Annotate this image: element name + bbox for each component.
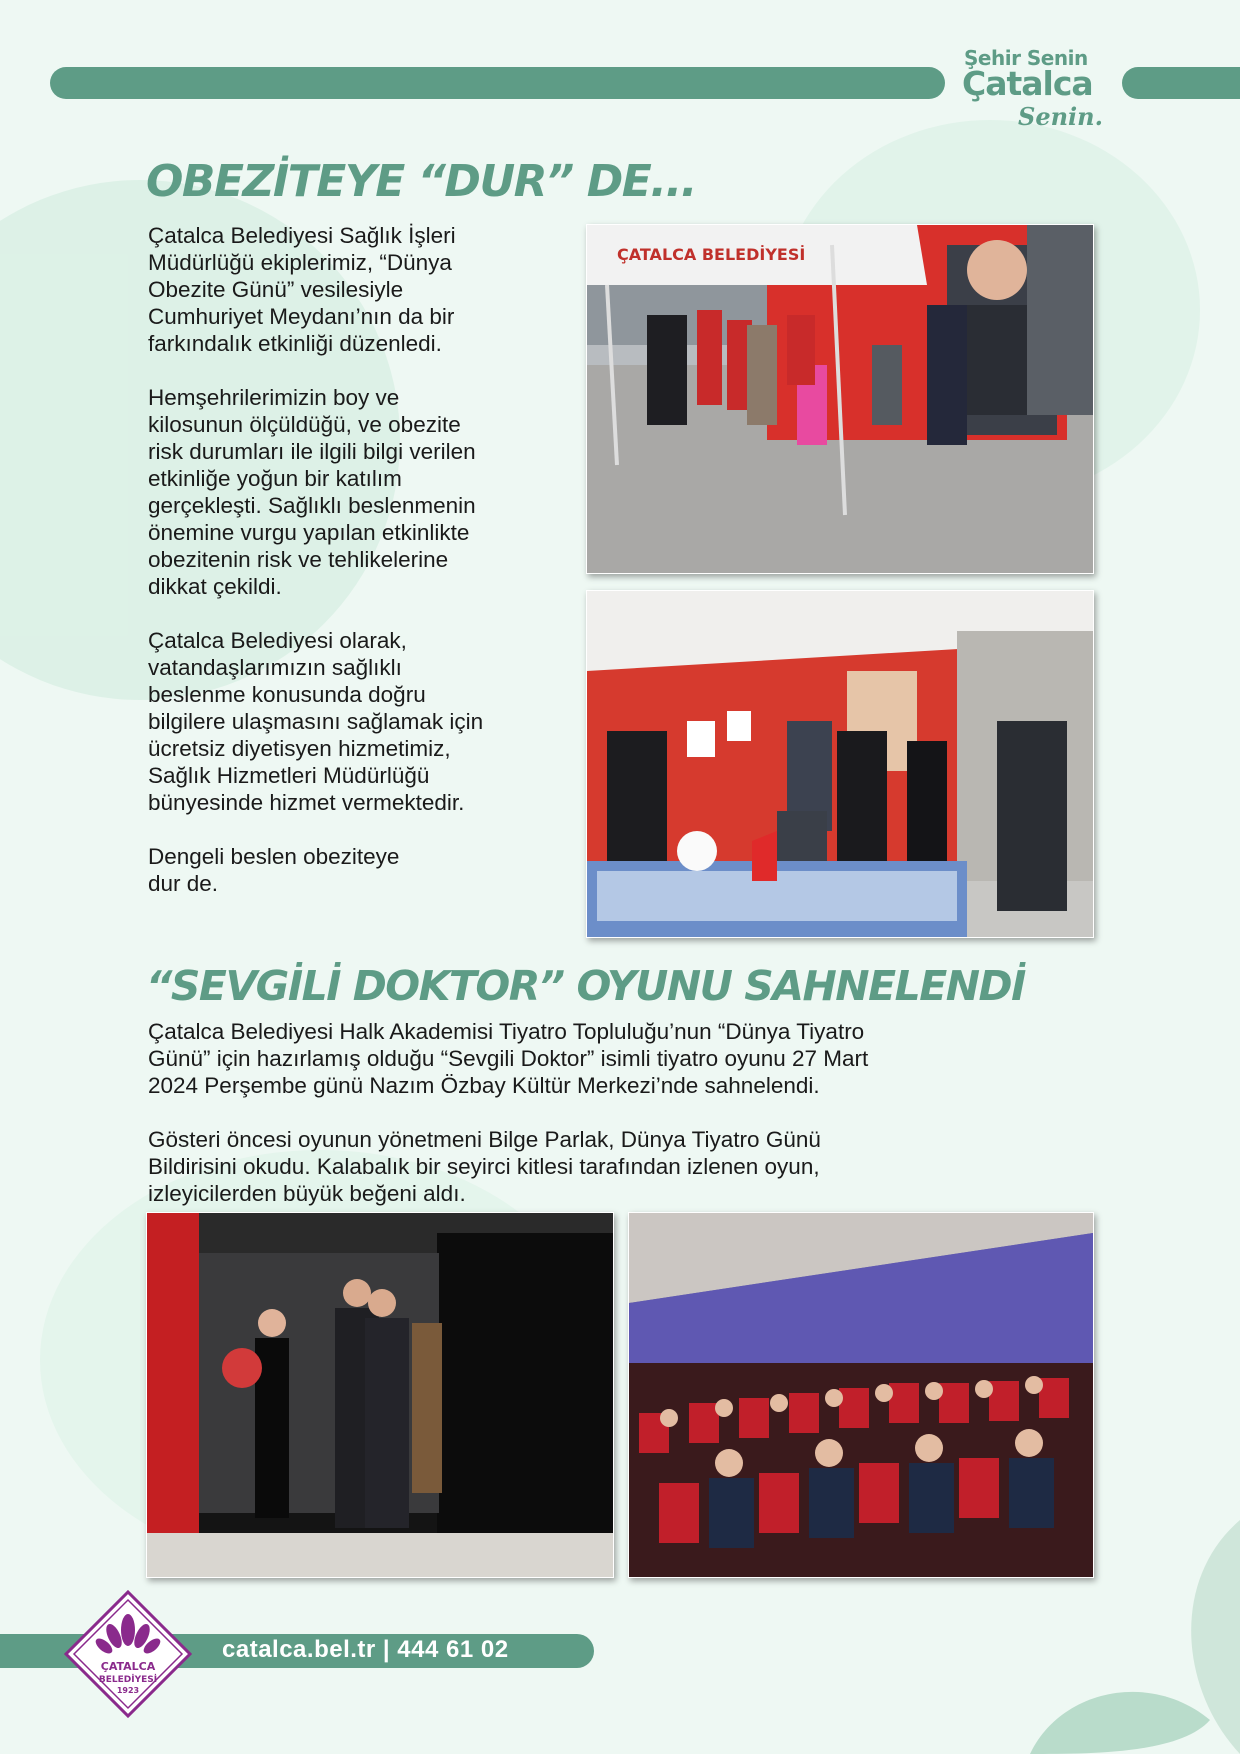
paragraph: Çatalca Belediyesi Halk Akademisi Tiyatro Topluluğu’nun “Dünya Tiyatro Günü” için hazırlamış olduğu “Sevgili Doktor” isimli tiyatro oyunu 27 Mart 2024 Perşembe günü Nazım Özbay Kültür Merkezi’nde sahnelendi.	[148, 1019, 869, 1098]
photo-theatre-audience	[628, 1212, 1094, 1578]
paragraph: Gösteri öncesi oyunun yönetmeni Bilge Parlak, Dünya Tiyatro Günü Bildirisini okudu. Kalabalık bir seyirci kitlesi tarafından izlenen oyun, izleyicilerden büyük beğeni aldı.	[148, 1127, 821, 1206]
section2-title: “SEVGİLİ DOKTOR” OYUNU SAHNELENDİ	[146, 962, 1025, 1010]
photo-theatre-stage	[146, 1212, 614, 1578]
paragraph: Hemşehrilerimizin boy ve kilosunun ölçüldüğü, ve obezite risk durumları ile ilgili bilgi verilen etkinliğe yoğun bir katılım gerçekleşti. Sağlıklı beslenmenin önemine vurgu yapılan etkinlikte obezitenin risk ve tehlikelerine dikkat çekildi.	[148, 385, 476, 599]
photo-obesity-tent	[586, 224, 1094, 574]
brand-line3: Senin.	[1018, 102, 1103, 131]
paragraph: Çatalca Belediyesi Sağlık İşleri Müdürlüğü ekiplerimiz, “Dünya Obezite Günü” vesilesiyle Cumhuriyet Meydanı’nın da bir farkındalık etkinliği düzenledi.	[148, 223, 456, 356]
header-bar	[50, 67, 945, 99]
brand-line2: Çatalca	[962, 64, 1093, 103]
footer-contact[interactable]: catalca.bel.tr | 444 61 02	[222, 1636, 509, 1663]
photo-obesity-stand	[586, 590, 1094, 938]
logo-line2: BELEDİYESİ	[98, 1675, 158, 1685]
brand-line1: Şehir Senin	[964, 46, 1088, 70]
decorative-leaf	[1030, 1520, 1240, 1754]
tent-sign: ÇATALCA BELEDİYESİ	[617, 245, 806, 264]
section1-title: OBEZİTEYE “DUR” DE...	[146, 156, 696, 207]
logo-line1: ÇATALCA	[100, 1660, 156, 1673]
municipality-logo	[64, 1590, 192, 1718]
logo-year: 1923	[116, 1686, 140, 1695]
paragraph: Dengeli beslen obeziteye dur de.	[148, 844, 400, 896]
section1-body	[148, 222, 578, 924]
brand-logo	[958, 44, 1108, 134]
header-bar-right	[1122, 67, 1240, 99]
paragraph: Çatalca Belediyesi olarak, vatandaşlarımızın sağlıklı beslenme konusunda doğru bilgilere ulaşmasını sağlamak için ücretsiz diyetisyen hizmetimiz, Sağlık Hizmetleri Müdürlüğü bünyesinde hizmet vermektedir.	[148, 628, 484, 815]
section2-body	[148, 1018, 1108, 1234]
